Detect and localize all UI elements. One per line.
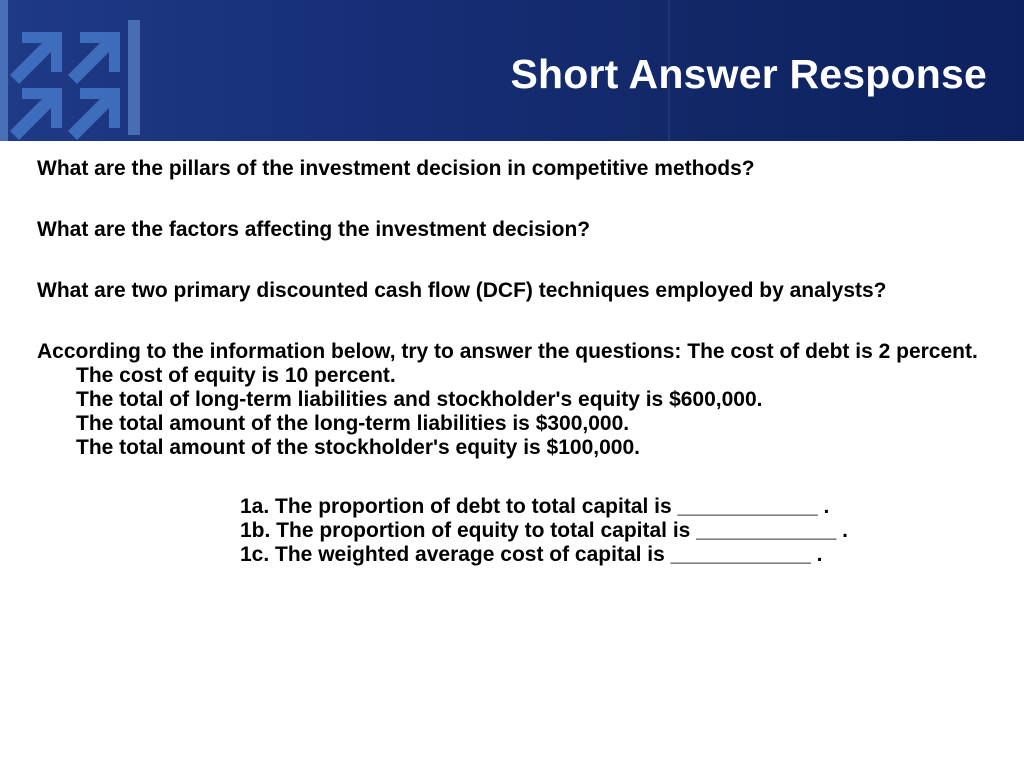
fact-long-term-liabilities: The total amount of the long-term liabilities is $300,000. — [76, 412, 630, 435]
question-2: What are the factors affecting the investment decision? — [37, 218, 591, 241]
fill-in-1b: 1b. The proportion of equity to total capital is ____________ . — [240, 519, 848, 542]
question-3: What are two primary discounted cash flow (DCF) techniques employed by analysts? — [37, 279, 887, 302]
fact-cost-of-equity: The cost of equity is 10 percent. — [76, 364, 396, 387]
problem-statement — [37, 340, 987, 460]
fact-total-capital: The total of long-term liabilities and stockholder's equity is $600,000. — [76, 388, 763, 411]
fill-in-questions — [37, 495, 987, 567]
slide-header — [0, 0, 1024, 141]
problem-intro: According to the information below, try to answer the questions: The cost of debt is 2 percent. — [37, 340, 978, 363]
fill-in-1c: 1c. The weighted average cost of capital is ____________ . — [240, 543, 823, 566]
slide-title: Short Answer Response — [510, 51, 987, 97]
arrows-logo-icon — [0, 0, 160, 141]
fill-in-1a: 1a. The proportion of debt to total capital is ____________ . — [240, 495, 830, 518]
fact-stockholders-equity: The total amount of the stockholder's equity is $100,000. — [76, 436, 640, 459]
question-1: What are the pillars of the investment decision in competitive methods? — [37, 157, 755, 180]
slide-body — [37, 157, 987, 567]
